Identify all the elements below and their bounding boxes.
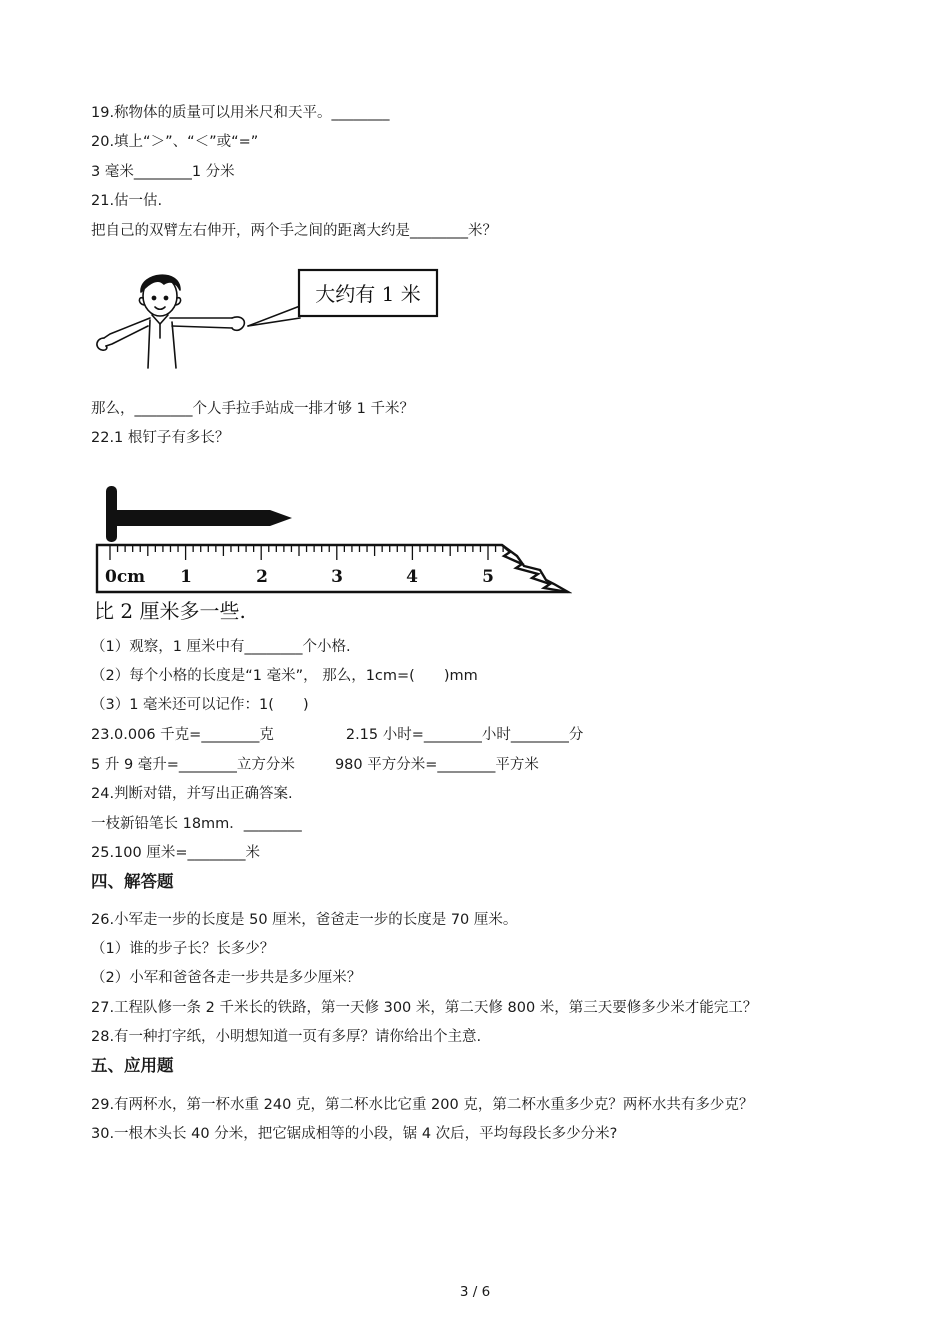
nail-shaft (116, 510, 292, 526)
question-22: 22.1 根钉子有多长？ (91, 430, 230, 446)
ruler-label-4: 4 (406, 567, 418, 587)
ruler-label-3: 3 (331, 567, 343, 587)
question-22-item-1: （1）观察，1 厘米中有________个小格. (91, 639, 351, 655)
question-26-item-1: （1）谁的步子长？长多少？ (91, 941, 275, 957)
section-5-heading: 五、应用题 (91, 1056, 174, 1075)
question-21-item-b: 那么，________个人手拉手站成一排才够 1 千米？ (91, 401, 414, 417)
ruler-label-5: 5 (482, 567, 494, 587)
question-23-part-d: 980 平方分米=________平方米 (334, 757, 539, 773)
question-21: 21.估一估. (91, 193, 163, 209)
question-22-item-3: （3）1 毫米还可以记作：1( ) (91, 697, 309, 713)
speech-bubble-text: 大约有 1 米 (315, 282, 421, 306)
question-23-part-a: 23.0.006 千克=________克 (91, 727, 274, 743)
question-26: 26.小军走一步的长度是 50 厘米，爸爸走一步的长度是 70 厘米。 (91, 912, 518, 928)
question-30: 30.一根木头长 40 分米，把它锯成相等的小段，锯 4 次后，平均每段长多少分米? (91, 1126, 618, 1142)
question-27: 27.工程队修一条 2 千米长的铁路，第一天修 300 米，第二天修 800 米，第三天要修多少米才能完工？ (91, 1000, 758, 1016)
question-29: 29.有两杯水，第一杯水重 240 克，第二杯水比它重 200 克，第二杯水重多少克？两杯水共有多少克？ (91, 1097, 754, 1113)
nail-head (106, 486, 117, 542)
ruler-label-1: 1 (180, 567, 192, 587)
question-23-part-c: 5 升 9 毫升=________立方分米 (91, 757, 295, 773)
question-23-row-2 (91, 755, 539, 775)
question-20-item: 3 毫米________1 分米 (91, 164, 235, 180)
question-28: 28.有一种打字纸，小明想知道一页有多厚？请你给出个主意. (91, 1029, 482, 1045)
section-4-heading: 四、解答题 (91, 872, 174, 891)
question-19: 19.称物体的质量可以用米尺和天平。________ (91, 105, 390, 121)
question-24: 24.判断对错，并写出正确答案. (91, 786, 293, 802)
question-21-item-a: 把自己的双臂左右伸开，两个手之间的距离大约是________米？ (91, 223, 497, 239)
page-number: 3 / 6 (459, 1284, 491, 1300)
question-23-row-1 (91, 725, 583, 745)
question-20: 20.填上“＞”、“＜”或“=” (91, 134, 259, 150)
ruler-caption: 比 2 厘米多一些. (94, 599, 246, 623)
question-26-item-2: （2）小军和爸爸各走一步共是多少厘米？ (91, 970, 362, 986)
question-23-part-b: 2.15 小时=________小时________分 (345, 727, 584, 743)
boy-arms-figure (92, 262, 442, 372)
ruler-unit-label: 0cm (105, 567, 146, 587)
question-25: 25.100 厘米=________米 (91, 845, 260, 861)
question-22-item-2: （2）每个小格的长度是“1 毫米”， 那么，1cm=( )mm (91, 668, 478, 684)
question-24-item: 一枝新铅笔长 18mm．________ (91, 816, 302, 832)
nail-ruler-figure (92, 484, 572, 630)
ruler-label-2: 2 (256, 567, 268, 587)
